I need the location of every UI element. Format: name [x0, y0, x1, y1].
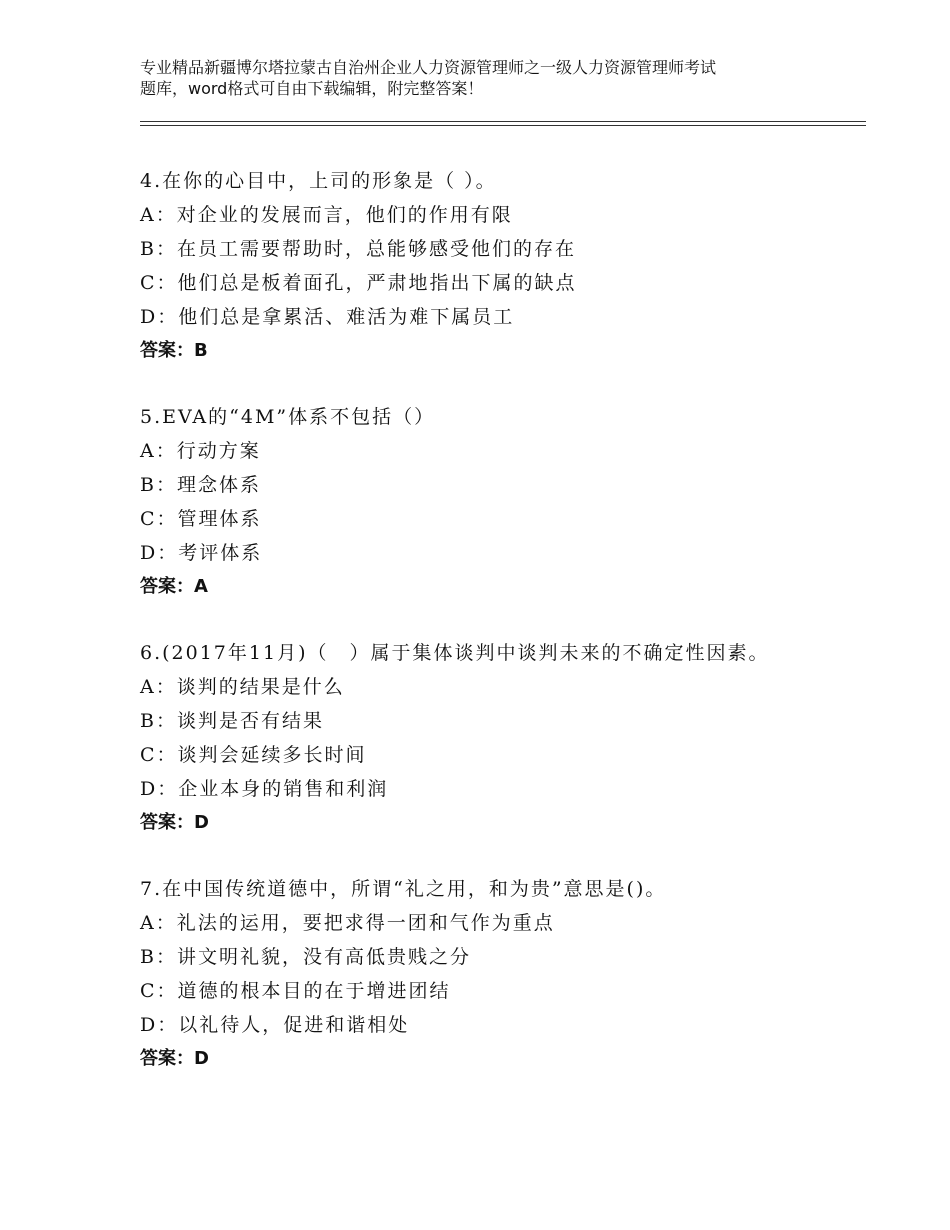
option-d: D：企业本身的销售和利润	[140, 778, 389, 800]
header-line-1: 专业精品新疆博尔塔拉蒙古自治州企业人力资源管理师之一级人力资源管理师考试	[140, 58, 717, 77]
option-c: C：管理体系	[140, 508, 262, 530]
option-d: D：他们总是拿累活、难活为难下属员工	[140, 306, 515, 328]
option-a: A：礼法的运用，要把求得一团和气作为重点	[140, 912, 555, 934]
answer-label: 答案：D	[140, 1048, 209, 1069]
question-6	[140, 636, 870, 840]
header-divider-top	[140, 121, 866, 122]
answer-label: 答案：D	[140, 812, 209, 833]
option-a: A：谈判的结果是什么	[140, 676, 345, 698]
header-line-2: 题库，word格式可自由下载编辑，附完整答案！	[140, 79, 484, 98]
question-stem: 7.在中国传统道德中，所谓“礼之用，和为贵”意思是()。	[140, 878, 667, 900]
question-7	[140, 872, 870, 1076]
option-b: B：讲文明礼貌，没有高低贵贱之分	[140, 946, 471, 968]
question-stem: 5.EVA的“4M”体系不包括（）	[140, 406, 436, 428]
option-a: A：行动方案	[140, 440, 261, 462]
option-c: C：道德的根本目的在于增进团结	[140, 980, 451, 1002]
document-header	[140, 57, 830, 99]
option-b: B：谈判是否有结果	[140, 710, 324, 732]
option-c: C：谈判会延续多长时间	[140, 744, 367, 766]
answer-label: 答案：B	[140, 340, 208, 361]
answer-label: 答案：A	[140, 576, 208, 597]
option-b: B：在员工需要帮助时，总能够感受他们的存在	[140, 238, 576, 260]
question-4	[140, 164, 870, 368]
option-d: D：考评体系	[140, 542, 263, 564]
option-b: B：理念体系	[140, 474, 261, 496]
option-d: D：以礼待人，促进和谐相处	[140, 1014, 410, 1036]
header-divider-bottom	[140, 125, 866, 126]
question-list	[140, 164, 870, 1108]
question-stem: 6.(2017年11月)（ ）属于集体谈判中谈判未来的不确定性因素。	[140, 642, 770, 664]
question-5	[140, 400, 870, 604]
question-stem: 4.在你的心目中，上司的形象是（ ）。	[140, 170, 497, 192]
option-c: C：他们总是板着面孔，严肃地指出下属的缺点	[140, 272, 577, 294]
option-a: A：对企业的发展而言，他们的作用有限	[140, 204, 513, 226]
